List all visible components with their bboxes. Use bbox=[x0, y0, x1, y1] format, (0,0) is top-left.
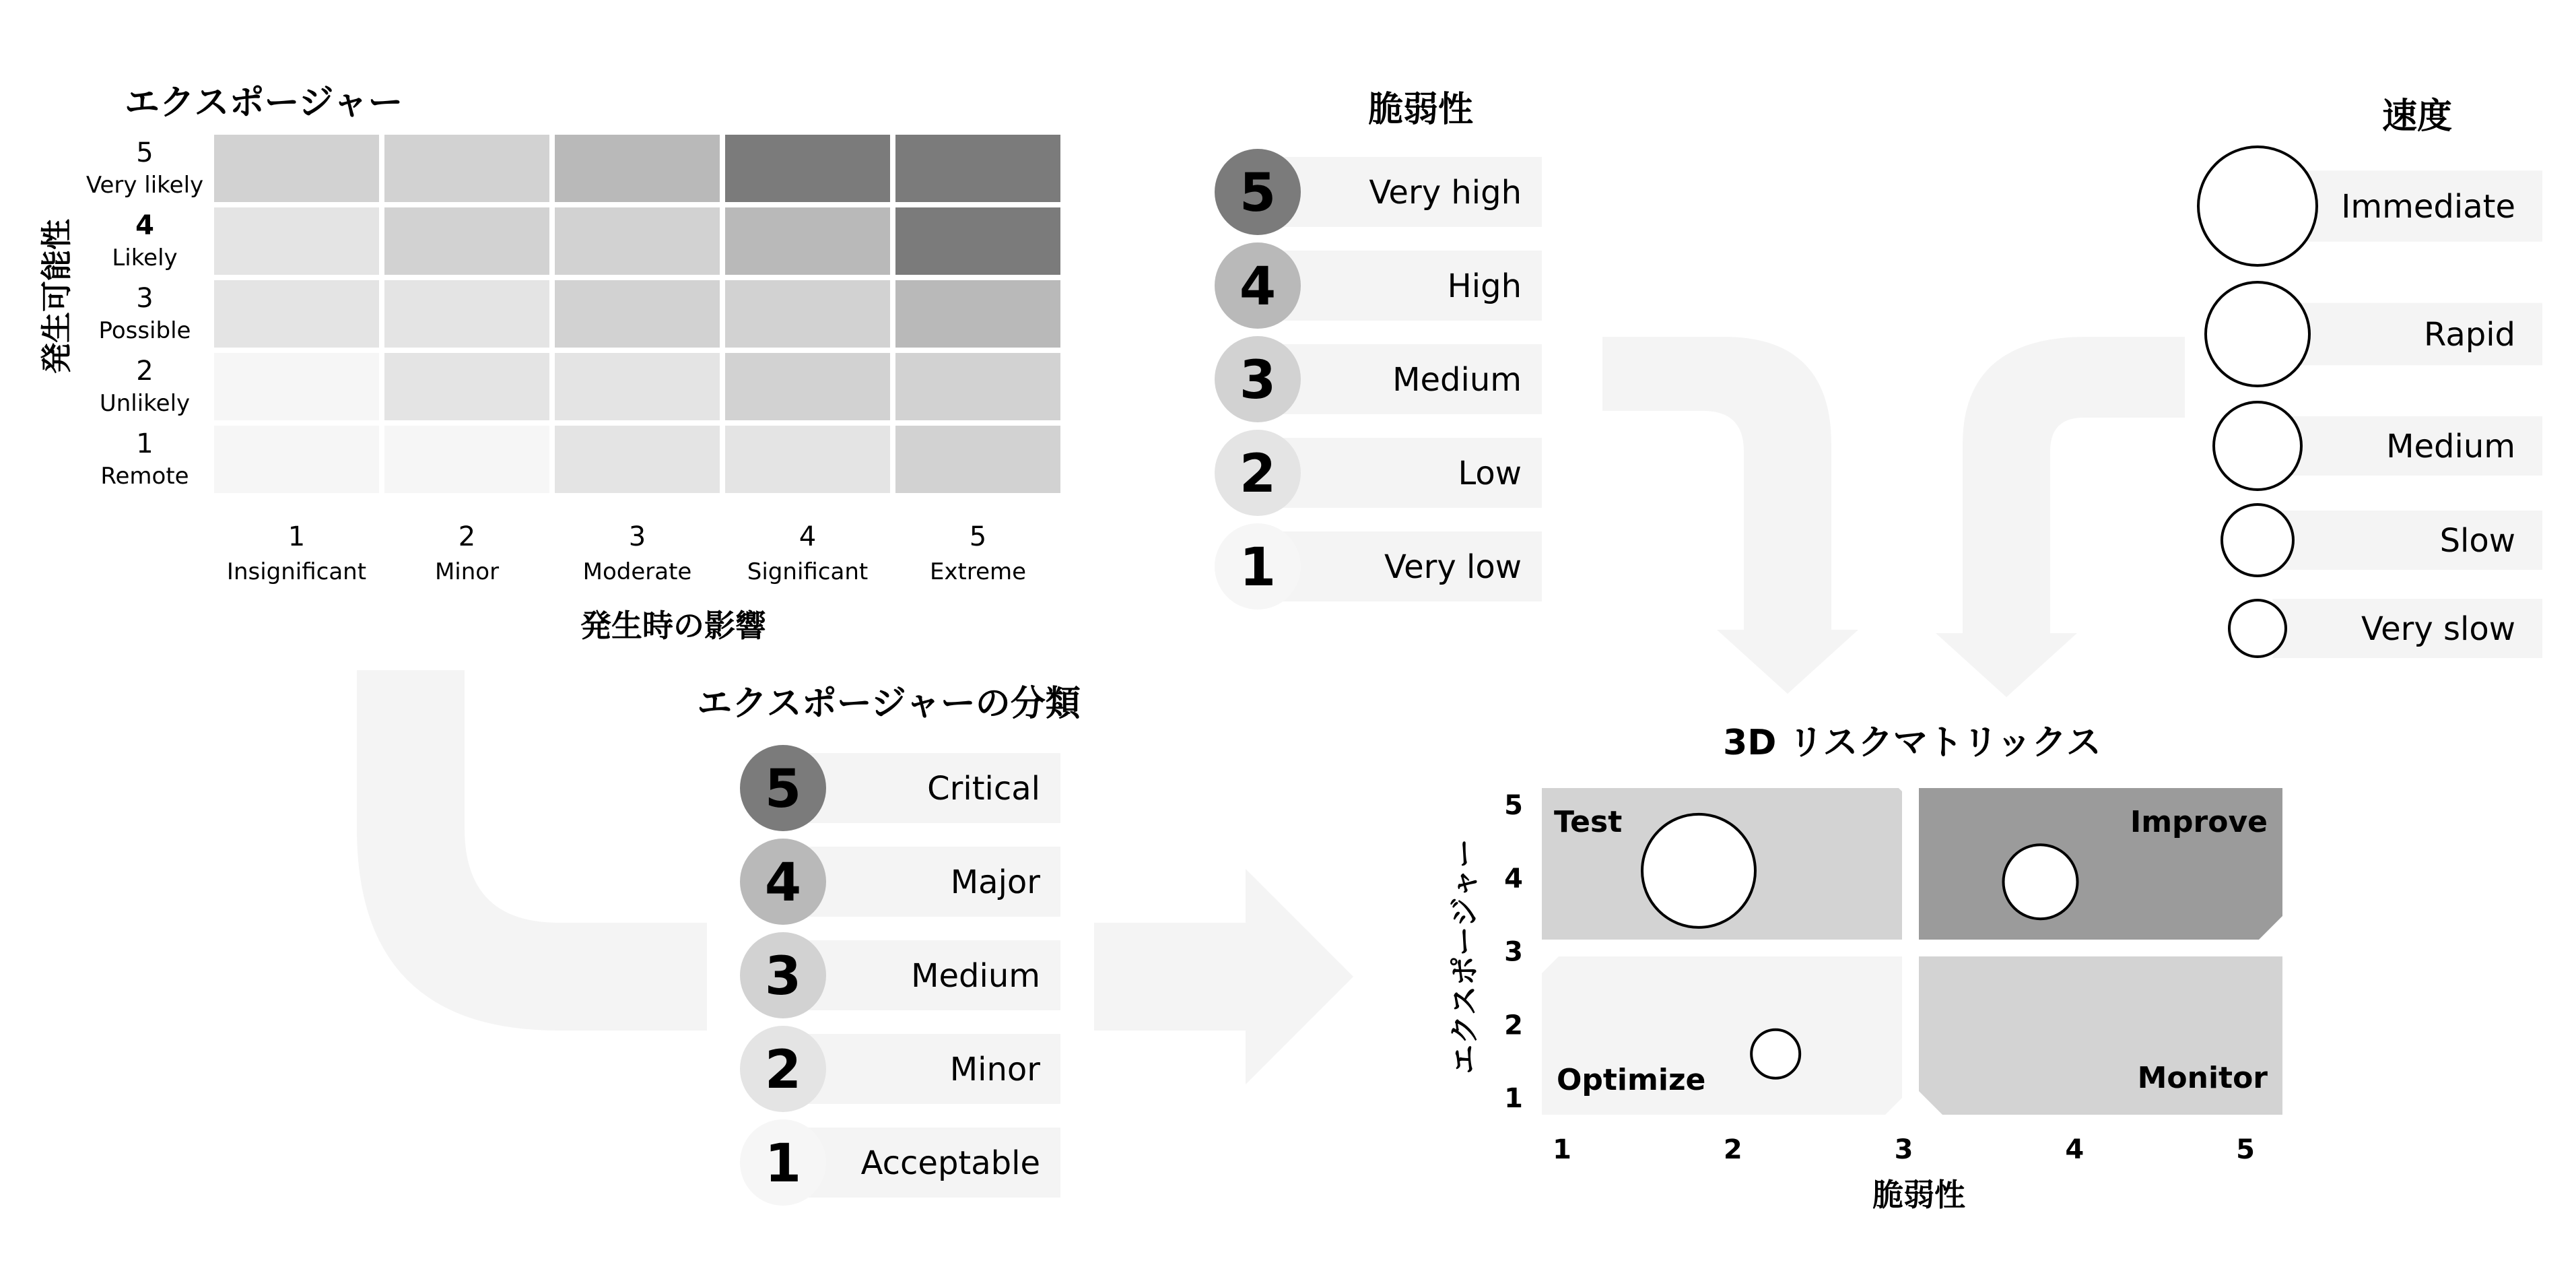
level-number: 2 bbox=[764, 1040, 802, 1101]
exposure-cell bbox=[555, 135, 720, 202]
arrow-matrix-to-classification bbox=[357, 670, 707, 1031]
row-number: 5 bbox=[136, 137, 154, 168]
level-label: Very high bbox=[1369, 174, 1522, 211]
column-label: Moderate bbox=[582, 558, 692, 585]
scale-item bbox=[1215, 430, 1542, 516]
column-label: Insignificant bbox=[226, 558, 367, 585]
velocity-item bbox=[2198, 147, 2542, 265]
scale-item bbox=[1215, 242, 1542, 329]
velocity-label: Immediate bbox=[2341, 188, 2515, 226]
exposure-cell bbox=[214, 135, 379, 202]
level-label: High bbox=[1447, 267, 1522, 305]
exposure-cell bbox=[895, 426, 1060, 493]
x-tick-label: 5 bbox=[2236, 1134, 2255, 1165]
level-number: 2 bbox=[1239, 444, 1277, 504]
y-tick-label: 2 bbox=[1504, 1010, 1523, 1041]
level-number: 1 bbox=[1239, 537, 1277, 598]
vulnerability-scale bbox=[1215, 90, 1542, 610]
exposure-cell bbox=[555, 353, 720, 420]
exposure-cell bbox=[725, 135, 890, 202]
y-tick-label: 5 bbox=[1504, 790, 1523, 821]
quadrant-monitor-label: Monitor bbox=[2137, 1061, 2268, 1095]
exposure-cell bbox=[555, 280, 720, 348]
exposure-classification-list bbox=[740, 745, 1060, 1206]
exposure-matrix-title: エクスポージャー bbox=[125, 83, 403, 123]
exposure-cell bbox=[384, 426, 549, 493]
vulnerability-list bbox=[1215, 149, 1542, 610]
velocity-item bbox=[2229, 599, 2542, 658]
exposure-cell bbox=[384, 207, 549, 275]
column-number: 5 bbox=[969, 521, 987, 552]
column-number: 4 bbox=[799, 521, 817, 552]
exposure-matrix bbox=[38, 83, 1060, 644]
level-number: 1 bbox=[764, 1134, 802, 1194]
velocity-label: Very slow bbox=[2361, 610, 2515, 648]
scale-item bbox=[1215, 149, 1542, 235]
column-number: 3 bbox=[628, 521, 646, 552]
risk-matrix-y-axis-label: エクスポージャー bbox=[1448, 839, 1482, 1074]
quadrant-improve-label: Improve bbox=[2130, 805, 2268, 839]
velocity-label: Slow bbox=[2439, 522, 2515, 560]
velocity-item bbox=[2222, 504, 2542, 576]
exposure-cell bbox=[725, 353, 890, 420]
exposure-cell bbox=[214, 353, 379, 420]
velocity-circle bbox=[2214, 402, 2301, 490]
scale-item bbox=[740, 932, 1060, 1018]
level-label: Medium bbox=[911, 957, 1040, 995]
exposure-cell bbox=[214, 426, 379, 493]
level-label: Major bbox=[950, 863, 1040, 901]
exposure-cell bbox=[384, 353, 549, 420]
exposure-cell bbox=[555, 207, 720, 275]
x-tick-label: 3 bbox=[1894, 1134, 1913, 1165]
velocity-circle bbox=[2206, 282, 2309, 386]
quadrant-test-label: Test bbox=[1554, 805, 1623, 839]
exposure-cell bbox=[555, 426, 720, 493]
velocity-circle bbox=[2222, 504, 2293, 576]
level-label: Acceptable bbox=[860, 1144, 1040, 1182]
exposure-cell bbox=[895, 207, 1060, 275]
level-number: 4 bbox=[1239, 257, 1277, 317]
row-number: 1 bbox=[136, 428, 154, 459]
exposure-matrix-y-axis-label: 発生可能性 bbox=[38, 219, 75, 374]
velocity-item bbox=[2206, 282, 2542, 386]
row-number: 3 bbox=[136, 283, 154, 314]
level-label: Critical bbox=[927, 770, 1040, 808]
scale-item bbox=[1215, 523, 1542, 610]
vulnerability-title: 脆弱性 bbox=[1367, 90, 1474, 130]
y-tick-label: 3 bbox=[1504, 936, 1523, 968]
exposure-cell bbox=[895, 353, 1060, 420]
scale-item bbox=[740, 839, 1060, 925]
column-label: Significant bbox=[747, 558, 869, 585]
arrow-velocity-to-matrix bbox=[1936, 337, 2185, 697]
scale-item bbox=[740, 1026, 1060, 1112]
exposure-matrix-x-axis-label: 発生時の影響 bbox=[580, 608, 766, 644]
level-number: 5 bbox=[1239, 163, 1277, 224]
row-label: Possible bbox=[98, 317, 191, 344]
level-label: Low bbox=[1458, 455, 1522, 492]
level-label: Minor bbox=[949, 1051, 1040, 1088]
exposure-matrix-row-labels bbox=[86, 137, 203, 490]
y-tick-label: 4 bbox=[1504, 863, 1523, 894]
exposure-cell bbox=[895, 280, 1060, 348]
velocity-scale bbox=[2198, 96, 2542, 658]
exposure-cell bbox=[384, 280, 549, 348]
column-label: Minor bbox=[434, 558, 500, 585]
scale-item bbox=[740, 745, 1060, 831]
quadrant-optimize-label: Optimize bbox=[1557, 1063, 1706, 1097]
exposure-cell bbox=[384, 135, 549, 202]
exposure-cell bbox=[725, 426, 890, 493]
level-label: Medium bbox=[1392, 361, 1522, 399]
exposure-matrix-grid bbox=[214, 135, 1060, 493]
column-label: Extreme bbox=[929, 558, 1027, 585]
x-tick-label: 1 bbox=[1553, 1134, 1571, 1165]
column-number: 2 bbox=[458, 521, 476, 552]
exposure-classification-title: エクスポージャーの分類 bbox=[697, 684, 1081, 724]
exposure-cell bbox=[214, 207, 379, 275]
scale-item bbox=[740, 1119, 1060, 1206]
x-tick-label: 4 bbox=[2065, 1134, 2084, 1165]
row-label: Very likely bbox=[86, 172, 204, 199]
velocity-list bbox=[2198, 147, 2542, 658]
row-number: 2 bbox=[136, 356, 154, 387]
x-tick-label: 2 bbox=[1723, 1134, 1742, 1165]
exposure-cell bbox=[214, 280, 379, 348]
velocity-item bbox=[2214, 402, 2542, 490]
velocity-circle bbox=[2198, 147, 2317, 265]
velocity-label: Medium bbox=[2386, 428, 2515, 465]
risk-matrix-x-axis-label: 脆弱性 bbox=[1872, 1177, 1965, 1213]
risk-point bbox=[1751, 1030, 1800, 1078]
exposure-matrix-column-labels bbox=[227, 521, 1026, 585]
risk-matrix-x-ticks bbox=[1553, 1134, 2255, 1165]
level-number: 3 bbox=[764, 946, 802, 1007]
risk-matrix-title: 3D リスクマトリックス bbox=[1723, 723, 2101, 763]
velocity-label: Rapid bbox=[2424, 316, 2515, 354]
exposure-cell bbox=[725, 207, 890, 275]
velocity-title: 速度 bbox=[2381, 96, 2453, 137]
row-label: Remote bbox=[100, 463, 189, 490]
level-number: 4 bbox=[764, 853, 802, 913]
level-number: 5 bbox=[764, 759, 802, 820]
risk-point bbox=[2004, 845, 2078, 919]
arrow-classification-to-3d bbox=[1094, 869, 1353, 1084]
row-number: 4 bbox=[135, 210, 154, 241]
arrow-vulnerability-to-matrix bbox=[1602, 337, 1858, 694]
risk-matrix-3d bbox=[1448, 723, 2282, 1213]
row-label: Likely bbox=[112, 244, 178, 271]
exposure-cell bbox=[895, 135, 1060, 202]
exposure-cell bbox=[725, 280, 890, 348]
column-number: 1 bbox=[287, 521, 306, 552]
y-tick-label: 1 bbox=[1504, 1083, 1523, 1114]
risk-matrix-y-ticks bbox=[1504, 790, 1523, 1114]
level-number: 3 bbox=[1239, 350, 1277, 411]
row-label: Unlikely bbox=[99, 390, 191, 417]
level-label: Very low bbox=[1384, 548, 1522, 586]
velocity-circle bbox=[2229, 600, 2286, 657]
risk-point bbox=[1642, 814, 1755, 927]
exposure-classification bbox=[697, 684, 1080, 1206]
scale-item bbox=[1215, 336, 1542, 422]
